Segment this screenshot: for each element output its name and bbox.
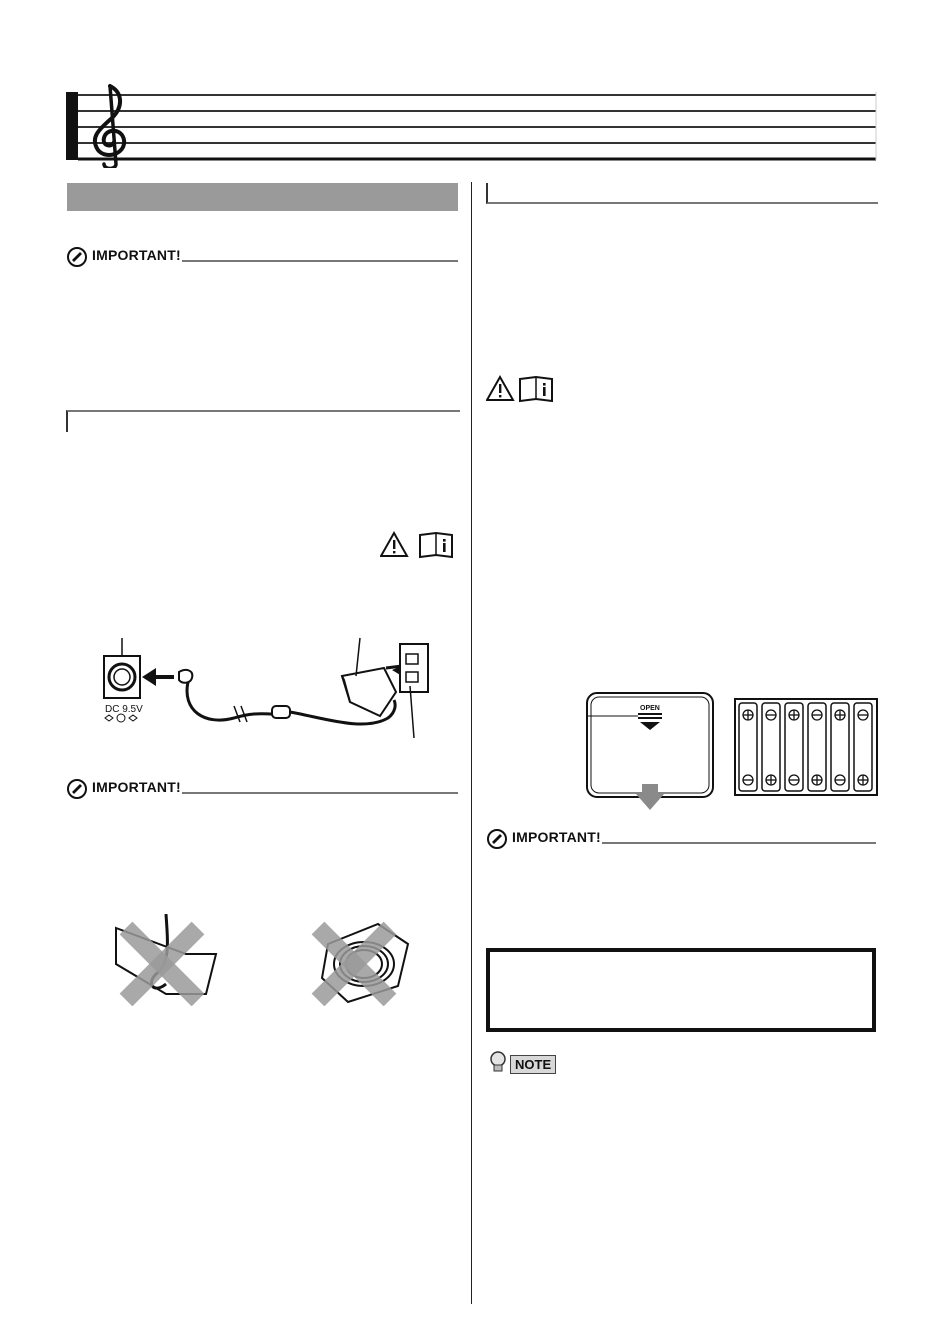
important-label: IMPORTANT! — [92, 247, 181, 263]
prohibited-cord-bend-illustration — [106, 914, 226, 1006]
section-heading-bar — [67, 183, 458, 211]
lightbulb-icon — [488, 1050, 510, 1074]
note-label: NOTE — [510, 1055, 556, 1074]
note-badge — [488, 1050, 558, 1076]
open-label: OPEN — [640, 705, 660, 712]
important-label: IMPORTANT! — [512, 829, 601, 845]
subsection-heading-line — [486, 183, 878, 204]
header-staff — [66, 80, 878, 168]
battery-compartment-diagram — [734, 698, 878, 796]
warning-triangle-icon — [487, 377, 513, 400]
warning-triangle-icon — [381, 533, 407, 556]
warning-manual-symbols — [486, 374, 562, 404]
manual-book-icon — [520, 377, 552, 401]
important-icon — [486, 828, 508, 850]
important-header — [66, 246, 458, 268]
ac-adapter-diagram — [84, 630, 444, 742]
column-divider — [471, 182, 472, 1304]
subsection-heading-line — [66, 410, 460, 432]
battery-cover-diagram — [584, 690, 718, 812]
warning-box — [486, 948, 876, 1032]
important-label: IMPORTANT! — [92, 779, 181, 795]
prohibited-cord-wrap-illustration — [308, 914, 416, 1006]
important-header — [66, 778, 458, 800]
dc-jack-label: DC 9.5V — [105, 704, 143, 715]
important-icon — [66, 778, 88, 800]
important-icon — [66, 246, 88, 268]
important-header — [486, 828, 876, 850]
manual-book-icon — [420, 533, 452, 557]
warning-manual-symbols — [380, 530, 456, 560]
